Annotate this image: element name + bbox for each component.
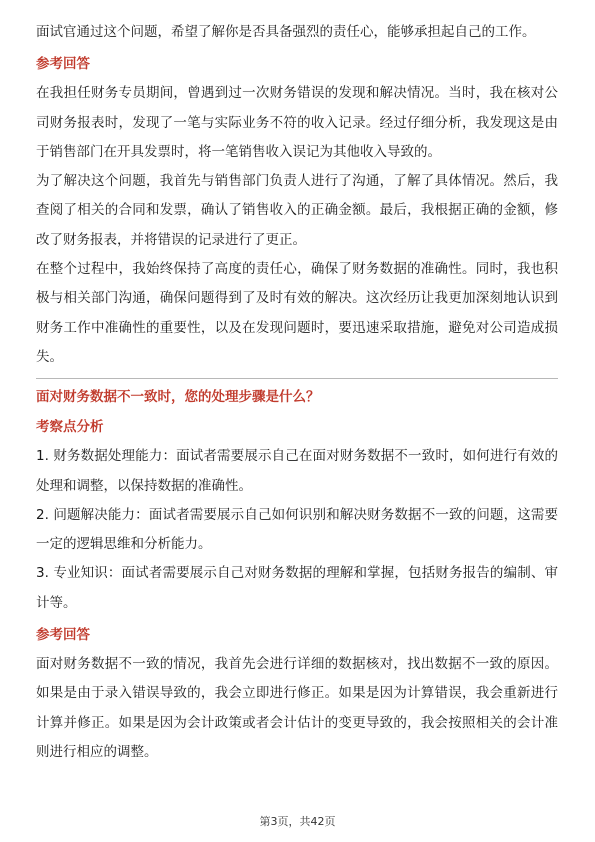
question-heading: 面对财务数据不一致时，您的处理步骤是什么？ [36,389,320,406]
reference-answer-label: 参考回答 [36,56,90,73]
section-divider [36,378,558,379]
analysis-point: 3. 专业知识：面试者需要展示自己对财务数据的理解和掌握，包括财务报告的编制、审计等。 [36,565,558,611]
answer-paragraph: 在我担任财务专员期间，曾遇到过一次财务错误的发现和解决情况。当时，我在核对公司财务报表时，发现了一笔与实际业务不符的收入记录。经过仔细分析，我发现这是由于销售部门在开具发票时，将一笔销售收入误记为其他收入导致的。 [36,85,558,160]
page-content [36,18,558,767]
answer-paragraph: 在整个过程中，我始终保持了高度的责任心，确保了财务数据的准确性。同时，我也积极与相关部门沟通，确保问题得到了及时有效的解决。这次经历让我更加深刻地认识到财务工作中准确性的重要性，以及在发现问题时，要迅速采取措施，避免对公司造成损失。 [36,261,558,365]
answer-paragraph: 为了解决这个问题，我首先与销售部门负责人进行了沟通，了解了具体情况。然后，我查阅了相关的合同和发票，确认了销售收入的正确金额。最后，我根据正确的金额，修改了财务报表，并将错误的记录进行了更正。 [36,173,558,248]
answer-paragraph: 面对财务数据不一致的情况，我首先会进行详细的数据核对，找出数据不一致的原因。如果是由于录入错误导致的，我会立即进行修正。如果是因为计算错误，我会重新进行计算并修正。如果是因为会计政策或者会计估计的变更导致的，我会按照相关的会计准则进行相应的调整。 [36,656,558,760]
page-number: 第3页，共42页 [259,815,336,828]
analysis-label: 考察点分析 [36,419,104,436]
intro-paragraph: 面试官通过这个问题，希望了解你是否具备强烈的责任心，能够承担起自己的工作。 [36,24,536,40]
analysis-point: 1. 财务数据处理能力：面试者需要展示自己在面对财务数据不一致时，如何进行有效的处理和调整，以保持数据的准确性。 [36,448,558,494]
reference-answer-label: 参考回答 [36,627,90,644]
analysis-point: 2. 问题解决能力：面试者需要展示自己如何识别和解决财务数据不一致的问题，这需要一定的逻辑思维和分析能力。 [36,506,558,553]
